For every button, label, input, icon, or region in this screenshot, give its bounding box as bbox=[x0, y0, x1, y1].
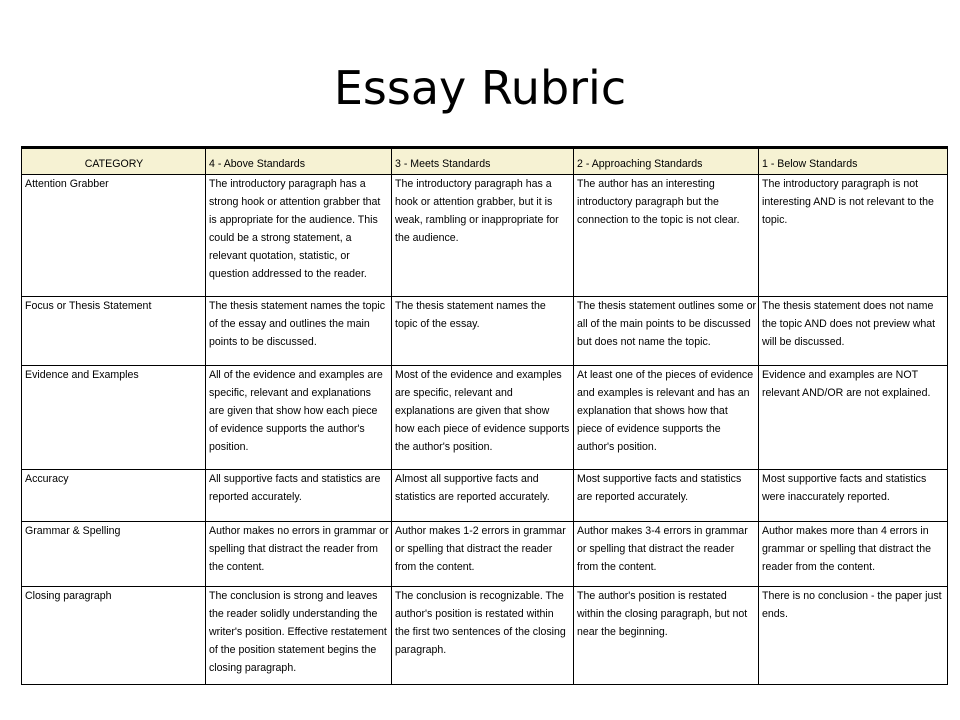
rubric-cell: The thesis statement names the topic of the essay and outlines the main points to be discussed. bbox=[206, 297, 392, 366]
rubric-cell: All supportive facts and statistics are reported accurately. bbox=[206, 470, 392, 522]
rubric-cell: The introductory paragraph is not interesting AND is not relevant to the topic. bbox=[759, 175, 948, 297]
column-header-below-standards: 1 - Below Standards bbox=[759, 148, 948, 175]
column-header-above-standards: 4 - Above Standards bbox=[206, 148, 392, 175]
rubric-cell: Evidence and examples are NOT relevant AND/OR are not explained. bbox=[759, 366, 948, 470]
rubric-cell: The thesis statement outlines some or all of the main points to be discussed but does not name the topic. bbox=[574, 297, 759, 366]
row-category: Closing paragraph bbox=[22, 587, 206, 685]
rubric-cell: At least one of the pieces of evidence and examples is relevant and has an explanation that shows how that piece of evidence supports the author's position. bbox=[574, 366, 759, 470]
rubric-cell: Author makes more than 4 errors in grammar or spelling that distract the reader from the content. bbox=[759, 522, 948, 587]
rubric-cell: Author makes 1-2 errors in grammar or spelling that distract the reader from the content. bbox=[392, 522, 574, 587]
row-category: Attention Grabber bbox=[22, 175, 206, 297]
rubric-cell: The author's position is restated within the closing paragraph, but not near the beginning. bbox=[574, 587, 759, 685]
rubric-cell: Almost all supportive facts and statistics are reported accurately. bbox=[392, 470, 574, 522]
rubric-table bbox=[21, 146, 948, 685]
column-header-category: CATEGORY bbox=[22, 148, 206, 175]
rubric-cell: All of the evidence and examples are specific, relevant and explanations are given that show how each piece of evidence supports the author's position. bbox=[206, 366, 392, 470]
rubric-cell: There is no conclusion - the paper just ends. bbox=[759, 587, 948, 685]
column-header-meets-standards: 3 - Meets Standards bbox=[392, 148, 574, 175]
rubric-cell: The thesis statement names the topic of the essay. bbox=[392, 297, 574, 366]
table-row bbox=[22, 366, 948, 470]
rubric-cell: The conclusion is recognizable. The author's position is restated within the first two sentences of the closing paragraph. bbox=[392, 587, 574, 685]
slide-title: Essay Rubric bbox=[333, 61, 627, 115]
rubric-cell: Most supportive facts and statistics were inaccurately reported. bbox=[759, 470, 948, 522]
rubric-cell: Author makes no errors in grammar or spelling that distract the reader from the content. bbox=[206, 522, 392, 587]
header-row bbox=[22, 148, 948, 175]
row-category: Grammar & Spelling bbox=[22, 522, 206, 587]
table-row bbox=[22, 175, 948, 297]
column-header-approaching-standards: 2 - Approaching Standards bbox=[574, 148, 759, 175]
rubric-cell: Most of the evidence and examples are specific, relevant and explanations are given that show how each piece of evidence supports the author's position. bbox=[392, 366, 574, 470]
rubric-cell: The author has an interesting introductory paragraph but the connection to the topic is not clear. bbox=[574, 175, 759, 297]
rubric-cell: The thesis statement does not name the topic AND does not preview what will be discussed. bbox=[759, 297, 948, 366]
rubric-cell: Author makes 3-4 errors in grammar or spelling that distract the reader from the content. bbox=[574, 522, 759, 587]
rubric-cell: The introductory paragraph has a hook or attention grabber, but it is weak, rambling or inappropriate for the audience. bbox=[392, 175, 574, 297]
row-category: Focus or Thesis Statement bbox=[22, 297, 206, 366]
table-row bbox=[22, 587, 948, 685]
table-row bbox=[22, 470, 948, 522]
row-category: Evidence and Examples bbox=[22, 366, 206, 470]
table-row bbox=[22, 297, 948, 366]
rubric-cell: Most supportive facts and statistics are reported accurately. bbox=[574, 470, 759, 522]
rubric-cell: The conclusion is strong and leaves the reader solidly understanding the writer's position. Effective restatement of the position statement begins the closing paragraph. bbox=[206, 587, 392, 685]
row-category: Accuracy bbox=[22, 470, 206, 522]
table-row bbox=[22, 522, 948, 587]
rubric-cell: The introductory paragraph has a strong hook or attention grabber that is appropriate for the audience. This could be a strong statement, a relevant quotation, statistic, or question addressed to the reader. bbox=[206, 175, 392, 297]
